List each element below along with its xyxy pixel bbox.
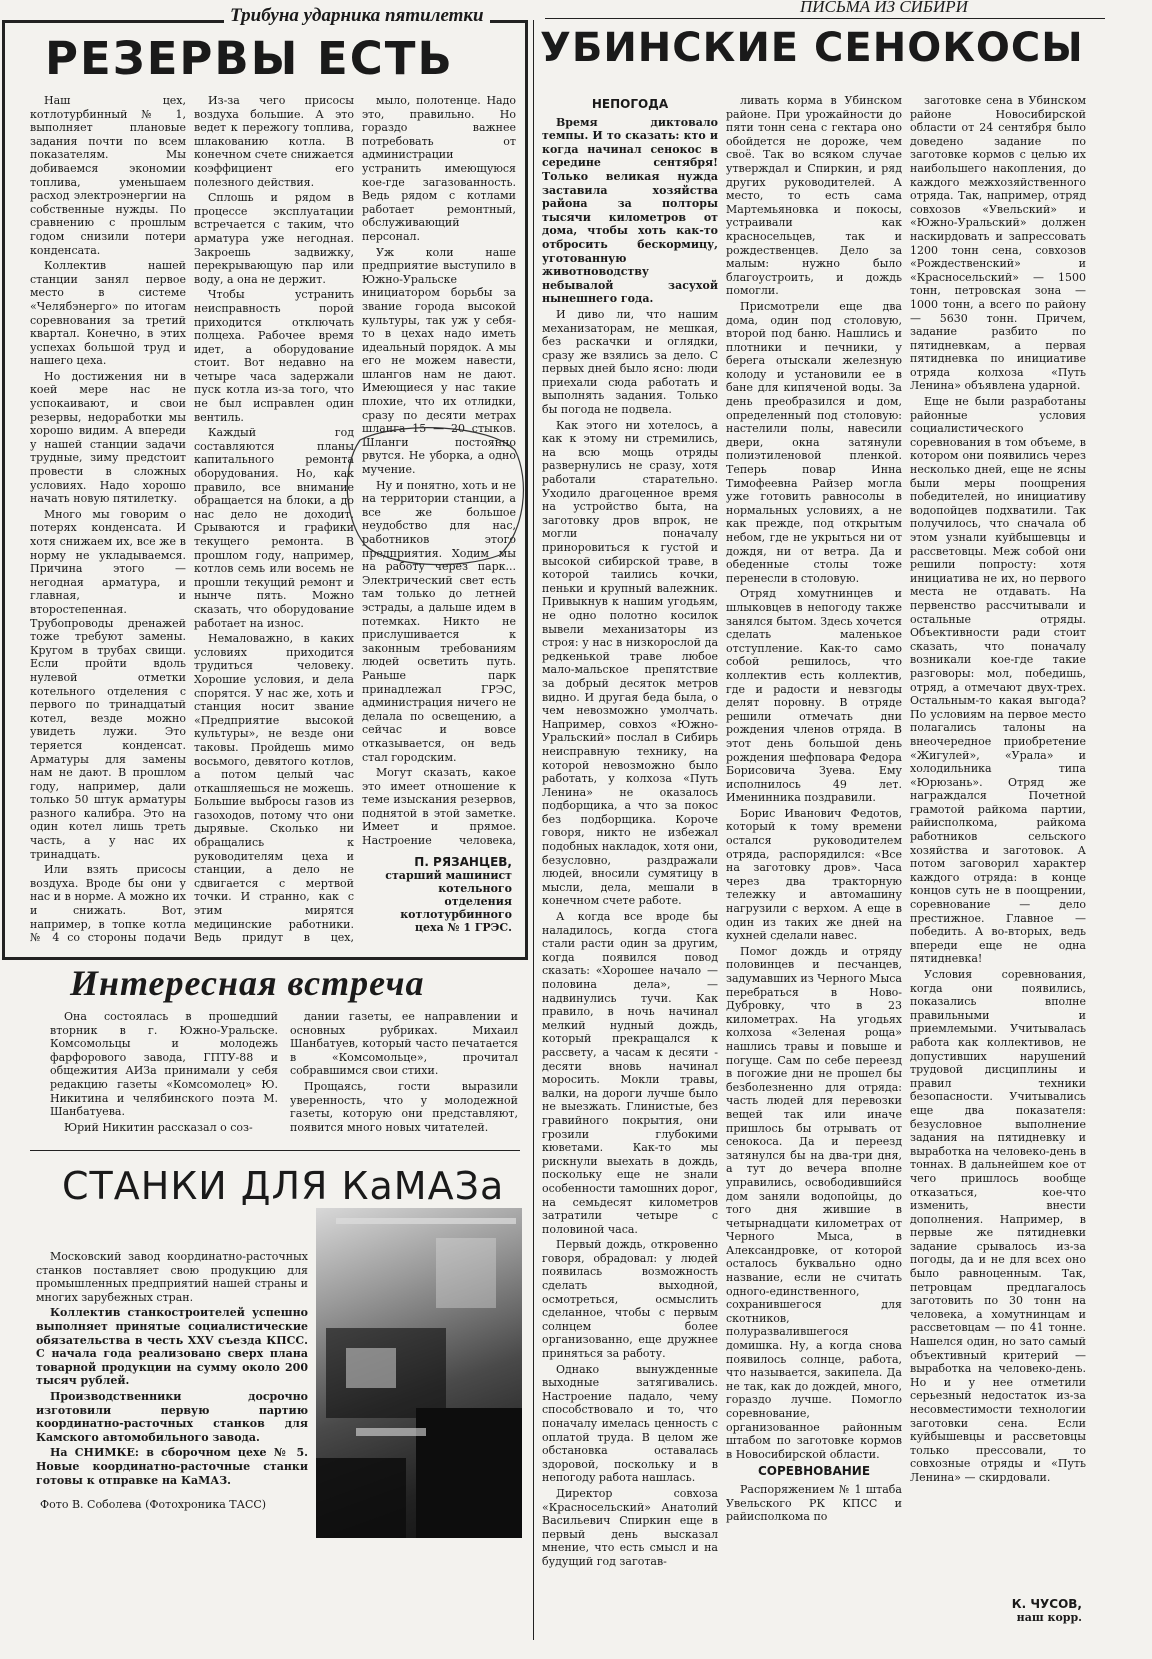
left-article-rubric: Трибуна ударника пятилетки [224, 5, 490, 27]
paragraph: Помог дождь и отряду половинцев и песчанцев, задумавших из Черного Мыса перебраться в Ново-Дубровку, что в 23 километрах. На угодьях колхоза «Зеленая роща» нашлись травы и повыше и погуще. Сам по себе переезд в погожие дни не прошел бы безболезненно для отряда: часть людей для перевозки вещей так или иначе пришлось бы отрывать от сенокоса. Да и переезд затянулся бы на два-три дня, а тут до вечера вполне управились, освободившийся дом заняли водопойцы, до того дня жившие в четырнадцати километрах от Черного Мыса, в Александровке, от которой осталось буквально одно название, если не считать одного-единственного, сохранившегося для скотников, полуразвалившегося домишка. Ну, а когда снова появилось солнце, работа, что называется, закипела. Да не так, как до дождей, много, гораздо лучше. Помогло соревнование, организованное районным штабом по заготовке кормов в Новосибирской области. [726, 944, 902, 1461]
paragraph: А когда все вроде бы наладилось, когда стога стали расти один за другим, когда появился повод сказать: «Хорошее начало — половина дела», — надвинулись тучи. Как правило, в ночь начинал мелкий нудный дождь, который прекращался к рассвету, а часам к десяти - десяти вновь начинал моросить. Мокли травы, валки, на дороги лучше было не выезжать. Глинистые, без гравийного покрытия, они грозили глубокими кюветами. Как-то мы рискнули выехать в дождь, поскольку еще не знали особенности тамошних дорог, на семьдесят километров затратили четыре с половиной часа. [542, 910, 718, 1236]
paragraph: Однако вынужденные выходные затягивались. Настроение падало, чему способствовало и то, что поначалу имелась ценность с оплатой труда. В целом же обстановка оставалась здоровой, поскольку и в непогоду работа нашлась. [542, 1362, 718, 1485]
right-article-signature [960, 1598, 1082, 1624]
paragraph: Уж коли наше предприятие выступило в Южно-Уральске инициатором борьбы за звание города высокой культуры, так уж у себя-то в цехах надо иметь идеальный порядок. А мы его не можем навести, шлангов нам не дают. Имеющиеся у нас такие плохие, что их отлидки, сразу по десяти метрах шланга 15 — 20 стыков. Шланги постоянно рвутся. Не уборка, а одно мучение. [362, 245, 516, 477]
paragraph: Или взять присосы воздуха. Вроде бы они у нас и в норме. А можно их и снижать. Вот, например, в топке котла № 4 со стороны подачи [30, 863, 186, 945]
meeting-column-1 [50, 1010, 278, 1146]
paragraph: Наш цех, котлотурбинный № 1, выполняет плановые задания почти по всем показателям. Мы добиваемся экономии топлива, уменьшаем расход электроэнергии на собственные нужды. По сравнению с прошлым годом снизили потери конденсата. [30, 94, 186, 257]
photo-credit: Фото В. Соболева (Фотохроника ТАСС) [40, 1498, 267, 1511]
paragraph: Коллектив станкостроителей успешно выполняет принятые социалистические обязательства в честь XXV съезда КПСС. С начала года реализовано сверх плана товарной продукции на сумму около 200 тысяч рублей. [36, 1306, 308, 1388]
paragraph: Еще не были разработаны районные условия социалистического соревнования в том объеме, в котором они появились через несколько дней, еще не ясны были меры поощрения победителей, но инициативу водопойцев подхватили. Так получилось, что сначала об этом узнали куйбышевцы и рассветовцы. Меж собой они решили попросту: хотя инициатива не их, но первого места не отдавать. На первенство рассчитывали и остальные отряды. Объективности ради стоит сказать, что поначалу возникали кое-где такие разговоры: мол, победишь, отряд, а отмечают двух-трех. Остальным-то какая выгода? По условиям на первое место полагались талоны на внеочередное приобретение «Жигулей», «Урала» и холодильника типа «Юрюзань». Отряд же награждался Почетной грамотой райкома партии, райисполкома, райкома работников сельского хозяйства и заготовок. А потом заговорил характер каждого отряда: в конце концов суть не в поощрении, соревнование — дело престижное. Главное — победить. А во-вторых, ведь впереди еще не одна пятидневка! [910, 395, 1086, 966]
paragraph: Сплошь и рядом в процессе эксплуатации встречается с таким, что арматура уже негодная. Закроешь задвижку, перекрывающую пар или воду, а она не держит. [194, 191, 354, 286]
factory-photo [316, 1208, 522, 1538]
left-article-signature [372, 856, 512, 934]
author-name: К. ЧУСОВ, [1011, 1597, 1082, 1611]
paragraph: Немаловажно, в каких условиях приходится трудиться человеку. Хорошие условия, и дела спорятся. У нас же, хоть и станция носит звание «Предприятие высокой культуры», не везде они таковы. Пройдешь мимо восьмого, девятого котлов, а потом целый час откашляешься не можешь. Большие выбросы газов из газоходов, потому что они дырявые. Сколько ни обращались к руководителям цеха и станции, а дело не сдвигается с мертвой точки. И странно, как с этим мирятся медицинские работники. Ведь придут в цех, [194, 632, 354, 945]
author-name: П. РЯЗАНЦЕВ, [414, 855, 512, 869]
paragraph: Но достижения ни в коей мере нас не успокаивают, и свои резервы, недоработки мы хорошо видим. А впереди у нашей станции задачи трудные, зиму предстоит провести в сложных условиях. Надо хорошо начать новую пятилетку. [30, 369, 186, 506]
right-article-column-3 [910, 94, 1086, 1584]
meeting-headline: Интересная встреча [70, 963, 425, 1003]
paragraph: заготовке сена в Убинском районе Новосибирской области от 24 сентября было доведено задание по заготовке кормов с целью их наибольшего накопления, до каждого межхозяйственного отряда. Так, например, отряд совхозов «Увельский» и «Южно-Уральский» должен наскирдовать и запрессовать 1200 тонн сена, совхозов «Рождественский» и «Красносельский» — 1500 тонн, петровская зона — 1000 тонн, а всего по району — 5630 тонн. Причем, задание разбито по пятидневкам, а первая пятидневка по инициативе отряда колхоза «Путь Ленина» объявлена ударной. [910, 94, 1086, 393]
paragraph: Коллектив нашей станции занял первое место в системе «Челябэнерго» по итогам соревнования за третий квартал. Конечно, в этих успехах большой труд и нашего цеха. [30, 259, 186, 368]
right-article-column-2 [726, 94, 902, 1654]
paragraph: Чтобы устранить неисправность порой приходится отключать полцеха. Рабочее время идет, а оборудование стоит. Вот недавно на четыре часа задержали пуск котла из-за того, что не был исправлен один вентиль. [194, 288, 354, 424]
section-divider [30, 1150, 520, 1151]
subheading-competition: СОРЕВНОВАНИЕ [757, 1464, 871, 1479]
paragraph: Ну и понятно, хоть и не на территории станции, а все же большое неудобство для нас, работников этого предприятия. Ходим мы на работу через парк... Электрический свет есть там только до летней эстрады, а дальше идем в потемках. Никто не прислушивается к законным требованиям людей осветить путь. Раньше парк принадлежал ГРЭС, администрация ничего не делала по освещению, а сейчас и вовсе отказывается, он ведь стал городским. [362, 478, 516, 764]
paragraph: мыло, полотенце. Надо это, правильно. Но гораздо важнее потребовать от администрации устранить имеющуюся кое-где загазованность. Ведь рядом с котлами работает ремонтный, обслуживающий персонал. [362, 94, 516, 243]
paragraph: Распоряжением № 1 штаба Увельского РК КПСС и райисполкома по [726, 1482, 902, 1524]
paragraph: Московский завод координатно-расточных станков поставляет свою продукцию для промышленных предприятий нашей страны и многих зарубежных стран. [36, 1250, 308, 1304]
right-article-column-1 [542, 94, 718, 1654]
page-column-divider [533, 20, 534, 1640]
paragraph: Отряд хомутнинцев и шлыковцев в непогоду также занялся бытом. Здесь хочется сделать маленькое отступление. Как-то само собой решилось, что коллектив есть коллектив, где и радости и невзгоды делят поровну. В отряде решили отмечать дни рождения членов отряда. В этот день большой день рождения шефповара Федора Борисовича Зуева. Ему исполнилось 49 лет. Именинника поздравили. [726, 587, 902, 805]
paragraph: Могут сказать, какое это имеет отношение к теме изыскания резервов, поднятой в этой заметке. Имеет и прямое. Настроение человека, [362, 766, 516, 848]
pencil-circle-mark [340, 420, 530, 570]
paragraph: Директор совхоза «Красносельский» Анатолий Васильевич Спиркин еще в первый день высказал мнение, что есть смысл и на будущий год заготав- [542, 1486, 718, 1568]
rubric-underline [545, 18, 1105, 19]
paragraph: Каждый год составляются планы капитального ремонта оборудования. Но, как правило, все внимание обращается на блоки, а до нас дело не доходит. Срываются и графики текущего ремонта. В прошлом году, например, котлов семь или восемь не прошли текущий ремонт и нынче пять. Можно сказать, что оборудование работает на износ. [194, 426, 354, 630]
left-article-column-1 [30, 94, 186, 946]
paragraph: Борис Иванович Федотов, который к тому времени остался руководителем отряда, распорядился: «Все на заготовку дров». Часа через два тракторную тележку и автомашину нагрузили с верхом. А еще в один из таких же дней на кухней сделали навес. [726, 806, 902, 943]
kamaz-headline: СТАНКИ ДЛЯ КаМАЗа [62, 1164, 505, 1208]
paragraph: ливать корма в Убинском районе. При урожайности до пяти тонн сена с гектара оно обойдется не дороже, чем своё. Так во всяком случае утверждал и Спиркин, и ряд других руководителей. А место, то есть сама Мартемьяновка и покосы, устраивали как красносельцев, так и рождественцев. Дело за малым: нужно было благоустроить, и дождь помогли. [726, 94, 902, 298]
left-article-headline: РЕЗЕРВЫ ЕСТЬ [45, 32, 454, 85]
paragraph: Много мы говорим о потерях конденсата. И хотя снижаем их, все же в норму не укладываемся. Причина этого — негодная арматура, и главная, и второстепенная. Трубопроводы дренажей тоже требуют замены. Кругом в трубах свищи. Если пройти вдоль нулевой отметки котельного отделения с первого по тринадцатый котел, везде можно увидеть лужи. Это теряется конденсат. Арматуры для замены нам не дают. В прошлом году, например, дали только 50 штук арматуры разного калибра. Это на один котел лишь треть часть, а у нас их тринадцать. [30, 507, 186, 861]
paragraph: Условия соревнования, когда они появились, показались вполне правильными и приемлемыми. Учитывалась работа как коллективов, не допустивших нарушений трудовой дисциплины и правил техники безопасности. Учитывались еще два показателя: безусловное выполнение задания на пятидневку и выработка на человеко-день в тоннах. В дальнейшем кое от чего пришлось вообще отказаться, кое-что изменить, внести дополнения. Например, в первые же пятидневки задание срывалось из-за погоды, да и не для всех оно было равноценным. Так, петровцам предлагалось заготовить по 30 тонн на человека, а хомутнинцам и рассветовцам — по 41 тонне. Нашелся один, но зато самый объективный критерий — выработка на человеко-день. Но и у нее отметили серьезный недостаток из-за несовместимости технологии заготовки сена. Если куйбышевцы и рассветовцы только прессовали, то совхозные отряды и «Путь Ленина» — скирдовали. [910, 968, 1086, 1484]
paragraph: Она состоялась в прошедший вторник в г. Южно-Уральске. Комсомольцы и молодежь фарфорового завода, ГПТУ-88 и общежития АИЗа принимали у себя редакцию газеты «Комсомолец» Ю. Никитина и челябинского поэта М. Шанбатуева. [50, 1010, 278, 1119]
paragraph: И диво ли, что нашим механизаторам, не мешкая, без раскачки и оглядки, сразу же взялись за дело. С первых дней было ясно: люди приехали сюда работать и выполнять задания. Только бы погода не подвела. [542, 307, 718, 417]
paragraph: Юрий Никитин рассказал о соз- [64, 1120, 253, 1134]
paragraph: дании газеты, ее направлении и основных рубриках. Михаил Шанбатуев, который часто печатается в «Комсомольце», прочитал собравшимся свои стихи. [290, 1010, 518, 1078]
paragraph: Первый дождь, откровенно говоря, обрадовал: у людей появилась возможность сделать выходной, осмотреться, осмыслить сделанное, чтобы с первым солнцем более организованно, еще дружнее приняться за работу. [542, 1238, 718, 1361]
lead-paragraph: Время диктовало темпы. И то сказать: кто и когда начинал сенокос в середине сентября! Только великая нужда заставила хозяйства района за полторы тысячи километров от дома, чтобы хоть как-то отбросить бескормицу, уготованную животноводству небывалой засухой нынешнего года. [542, 115, 718, 306]
paragraph: Из-за чего присосы воздуха большие. А это ведет к пережогу топлива, шлакованию котла. В конечном счете снижается коэффициент его полезного действия. [194, 94, 354, 189]
author-role: наш корр. [1016, 1611, 1082, 1624]
paragraph: Как этого ни хотелось, а как к этому ни стремились, на всю мощь отряды развернулись не сразу, хотя работали старательно. Уходило драгоценное время на устройство быта, на заготовку дров впрок, не могли поначалу приноровиться к густой и высокой сибирской траве, в которой таились кочки, пеньки и крупный валежник. Привыкнув к нашим угодьям, не одно полотно косилок вывели механизаторы из строя: у нас в низкорослой да редкенькой траве любое мало-мальское препятствие за добрый десяток метров видно. И другая беда была, о чем невозможно умолчать. Например, совхоз «Южно-Уральский» послал в Сибирь неисправную технику, на которой невозможно было работать, у колхоза «Путь Ленина» не оказалось подборщика, а что за покос без подборщика. Короче говоря, никто не избежал подобных накладок, хотя они, безусловно, раздражали людей, вносили сумятицу в мысли, дела, мешали в конечном счете работе. [542, 418, 718, 908]
right-article-headline: УБИНСКИЕ СЕНОКОСЫ [540, 25, 1084, 71]
paragraph: Производственники досрочно изготовили первую партию координатно-расточных станков для Камского автомобильного завода. [36, 1389, 308, 1444]
paragraph: Прощаясь, гости выразили уверенность, что у молодежной газеты, которую они представляют, появится много новых читателей. [290, 1079, 518, 1134]
subheading-weather: НЕПОГОДА [591, 97, 669, 111]
photo-caption: На СНИМКЕ: в сборочном цехе № 5. Новые координатно-расточные станки готовы к отправке на КаМАЗ. [36, 1446, 308, 1487]
paragraph: Присмотрели еще два дома, один под столовую, второй под баню. Нашлись и плотники и печники, у берега отыскали железную колоду и установили ее в бане для кипяченой воды. За день преобразился и дом, определенный под столовую: настелили полы, навесили двери, окна затянули полиэтиленовой пленкой. Теперь повар Инна Тимофеевна Райзер могла уже готовить равносолы в нормальных условиях, а не как прежде, под открытым небом, где не укрыться ни от дождя, ни от ветра. Да и обеденные столы тоже перенесли в столовую. [726, 299, 902, 585]
meeting-column-2 [290, 1010, 518, 1146]
left-article-column-2 [194, 94, 354, 946]
kamaz-text [36, 1250, 308, 1490]
right-article-rubric: ПИСЬМА ИЗ СИБИРИ [800, 0, 968, 16]
author-role: старший машинист котельного отделения котлотурбинного цеха № 1 ГРЭС. [385, 869, 512, 934]
